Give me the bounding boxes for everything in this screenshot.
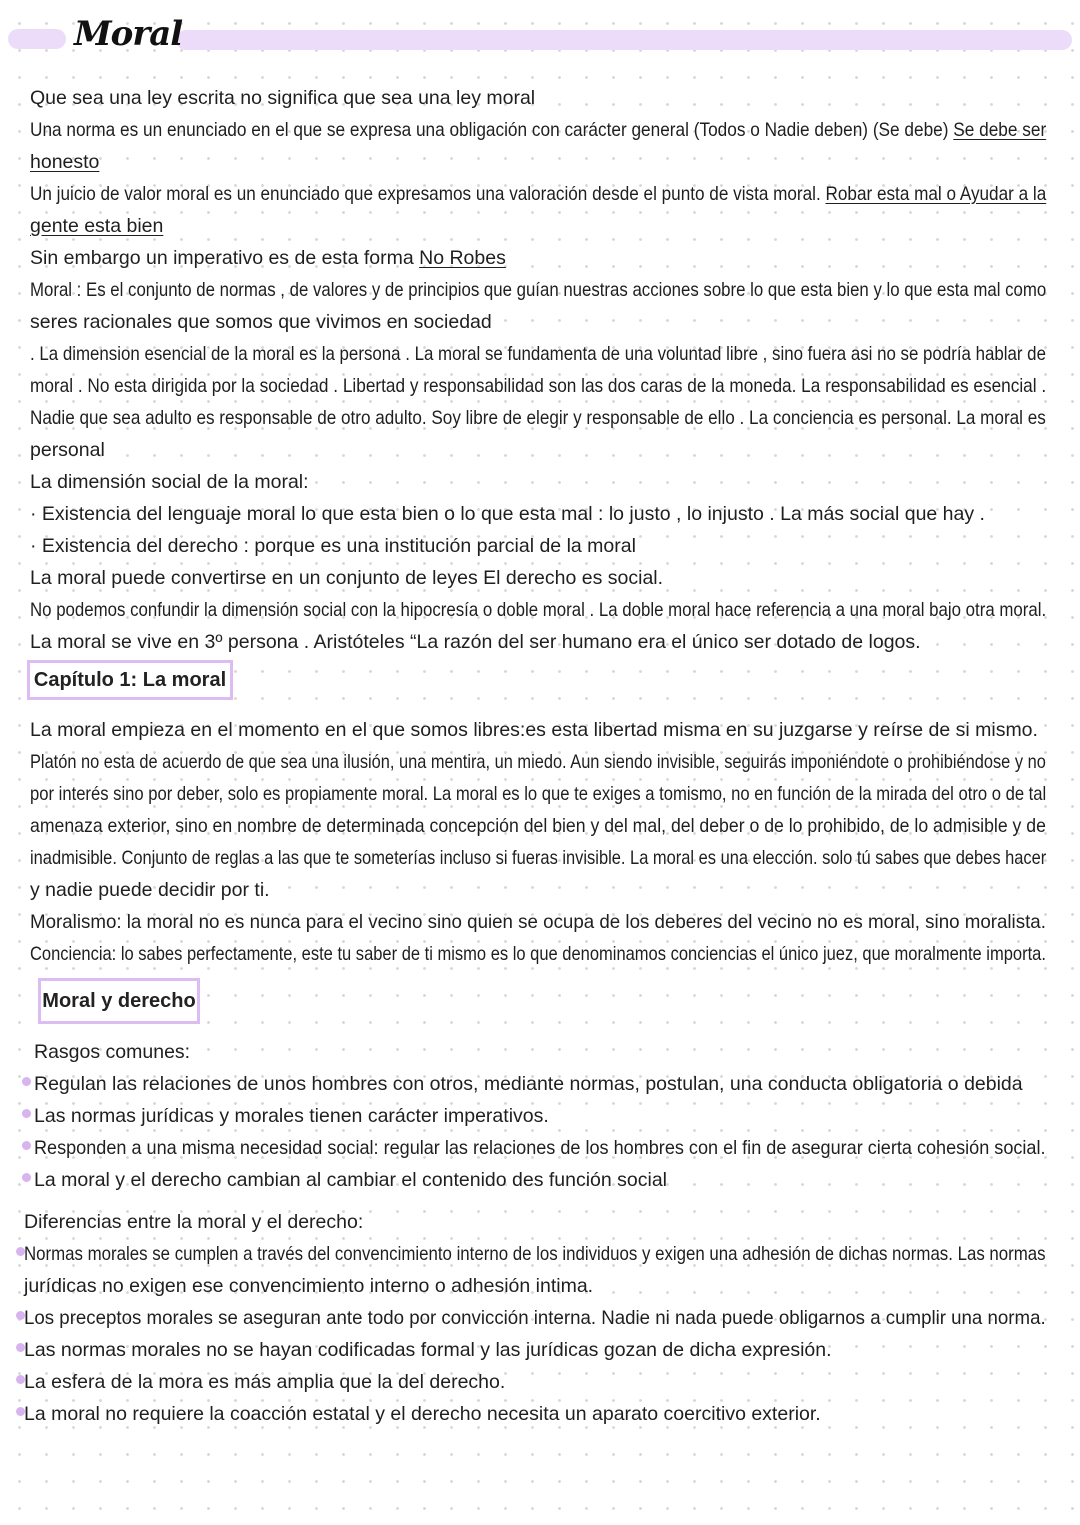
intro-line: No podemos confundir la dimensión social con la hipocresía o doble moral . La doble moral hace referencia a una moral bajo otra moral.	[30, 599, 1047, 621]
section1-line: Moralismo: la moral no es nunca para el vecino sino quien se ocupa de los deberes del vecino no es moral, sino moralista.	[30, 911, 1046, 933]
intro-line: La moral se vive en 3º persona . Aristóteles “La razón del ser humano era el único ser dotado de logos.	[30, 631, 921, 653]
title-banner	[8, 14, 1072, 54]
section1-line: amenaza exterior, sino en nombre de determinada concepción del bien y del mal, del deber o de lo prohibido, de lo admisible y de	[30, 815, 1046, 837]
bullet-dot-icon	[22, 1173, 31, 1182]
diff-title: Diferencias entre la moral y el derecho:	[24, 1211, 364, 1233]
diff-item: La esfera de la mora es más amplia que la del derecho.	[24, 1371, 506, 1393]
intro-text: Un juicio de valor moral es un enunciado que expresamos una valoración desde el punto de vista moral.	[30, 183, 826, 205]
page-title: Moral	[74, 14, 183, 54]
title-highlight-left	[8, 29, 66, 49]
intro-line	[30, 118, 1046, 142]
bullet-dot-icon	[22, 1077, 31, 1086]
diff-item: La moral no requiere la coacción estatal y el derecho necesita un aparato coercitivo exterior.	[24, 1403, 821, 1425]
intro-line: seres racionales que somos que vivimos en sociedad	[30, 311, 492, 333]
common-title: Rasgos comunes:	[34, 1041, 191, 1063]
intro-line: . La dimension esencial de la moral es la persona . La moral se fundamenta de una voluntad libre , sino fuera asi no se podría hablar de	[30, 343, 1046, 365]
diff-item: Los preceptos morales se aseguran ante todo por convicción interna. Nadie ni nada puede obligarnos a cumplir una norma.	[24, 1307, 1046, 1329]
section1-line: La moral empieza en el momento en el que somos libres:es esta libertad misma en su juzgarse y reírse de si mismo.	[30, 719, 1038, 741]
diff-item: Normas morales se cumplen a través del convencimiento interno de los individuos y exigen una adhesión de dichas normas. Las normas	[24, 1243, 1046, 1265]
bullet-dot-icon	[22, 1141, 31, 1150]
intro-line: Moral : Es el conjunto de normas , de valores y de principios que guían nuestras acciones sobre lo que esta bien y lo que esta mal como	[30, 279, 1047, 301]
intro-line: personal	[30, 439, 105, 461]
intro-text: Una norma es un enunciado en el que se expresa una obligación con carácter general (Todos o Nadie deben) (Se debe)	[30, 119, 954, 141]
common-item: Las normas jurídicas y morales tienen carácter imperativos.	[34, 1105, 549, 1127]
section-heading-capitulo: Capítulo 1: La moral	[27, 660, 233, 700]
intro-line: · Existencia del lenguaje moral lo que esta bien o lo que esta mal : lo justo , lo injusto . La más social que hay .	[30, 503, 985, 525]
section1-line: Platón no esta de acuerdo de que sea una ilusión, una mentira, un miedo. Aun siendo invisible, seguirás imponiéndote o prohibiéndose y no	[30, 751, 1046, 773]
intro-line: La dimensión social de la moral:	[30, 471, 309, 493]
section1-line: y nadie puede decidir por ti.	[30, 879, 270, 901]
common-item: La moral y el derecho cambian al cambiar el contenido des función social	[34, 1169, 668, 1191]
intro-line: moral . No esta dirigida por la sociedad . Libertad y responsabilidad son las dos caras de la moneda. La responsabilidad es esencial .	[30, 375, 1047, 397]
diff-item: jurídicas no exigen ese convencimiento interno o adhesión intima.	[24, 1275, 594, 1297]
intro-line	[30, 182, 1046, 206]
title-highlight-right	[176, 30, 1072, 50]
section-heading-moral-derecho: Moral y derecho	[38, 978, 200, 1024]
common-item: Responden a una misma necesidad social: regular las relaciones de los hombres con el fin de asegurar cierta cohesión social.	[34, 1137, 1046, 1159]
intro-underline: No Robes	[419, 247, 506, 269]
section1-line: inadmisible. Conjunto de reglas a las que te someterías incluso si fueras invisible. La moral es una elección. solo tú sabes que debes hacer	[30, 847, 1047, 869]
intro-line: · Existencia del derecho : porque es una institución parcial de la moral	[30, 535, 636, 557]
intro-underline: Se debe ser	[953, 119, 1047, 141]
intro-text: Sin embargo un imperativo es de esta forma	[30, 247, 420, 269]
section1-line: por interés sino por deber, solo es propiamente moral. La moral es lo que te exiges a tomismo, no en función de la mirada del otro o de tal	[30, 783, 1047, 805]
intro-line: Nadie que sea adulto es responsable de otro adulto. Soy libre de elegir y responsable de ello . La conciencia es personal. La moral es	[30, 407, 1046, 429]
intro-line: gente esta bien	[30, 215, 164, 237]
section1-line: Conciencia: lo sabes perfectamente, este tu saber de ti mismo es lo que denominamos conciencias el único juez, que moralmente importa.	[30, 943, 1046, 965]
intro-line: honesto	[30, 151, 100, 173]
common-item: Regulan las relaciones de unos hombres con otros, mediante normas, postulan, una conducta obligatoria o debida	[34, 1073, 1023, 1095]
intro-line: Que sea una ley escrita no significa que sea una ley moral	[30, 87, 536, 109]
intro-line: La moral puede convertirse en un conjunto de leyes El derecho es social.	[30, 567, 664, 589]
bullet-dot-icon	[22, 1109, 31, 1118]
diff-item: Las normas morales no se hayan codificadas formal y las jurídicas gozan de dicha expresión.	[24, 1339, 832, 1361]
intro-underline: Robar esta mal o Ayudar a la	[825, 183, 1047, 205]
intro-line	[30, 246, 506, 270]
